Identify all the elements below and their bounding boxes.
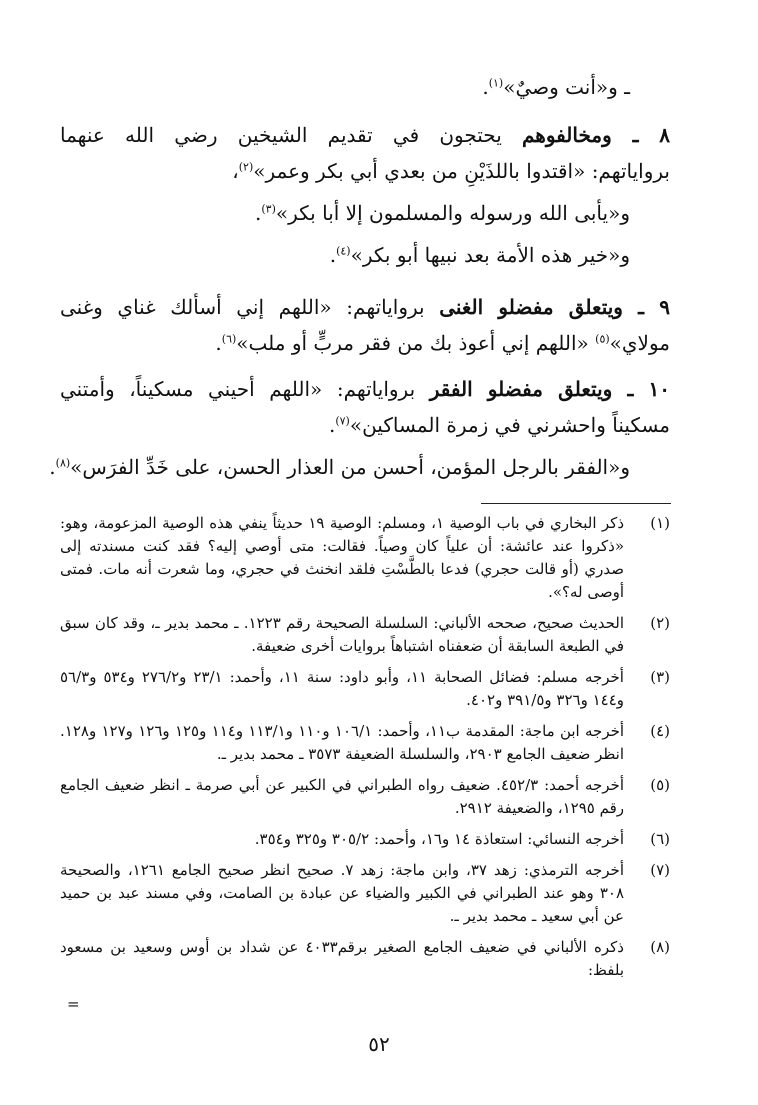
footnote-number: (٧) <box>650 861 670 879</box>
footnote-number: (٦) <box>650 830 670 848</box>
text-line: مسكيناً واحشرني في زمرة المساكين»$^{(٧)}$. <box>328 413 670 437</box>
footnote <box>60 828 670 851</box>
footnote <box>60 774 670 820</box>
footnote <box>60 512 670 604</box>
text-line: ١٠ ـ ويتعلق مفضلو الفقر برواياتهم: «اللهم أحيني مسكيناً، وأمتني <box>60 377 670 401</box>
footnote-text: الحديث صحيح، صححه الألباني: السلسلة الصحيحة رقم ١٢٢٣. ـ محمد بدير ـ، وقد كان سبق في الطبعة السابقة أن ضعفناه اشتباهاً بروايات أخرى ضعيفة. <box>60 614 625 655</box>
footnote-number: (٢) <box>650 614 670 632</box>
footnote-text: أخرجه مسلم: فضائل الصحابة ١١، وأبو داود: سنة ١١، وأحمد: ٢٣/١ و٢٧٦/٢ و٥٣٤ و٥٦/٣ و١٤٤ و٣٢٦ و٣٩١/٥ و٤٠٢. <box>60 668 624 709</box>
text-line: برواياتهم: «اقتدوا باللذَيْنِ من بعدي أبي بكر وعمر»$^{(٢)}$، <box>232 159 670 183</box>
footnote-number: (٨) <box>650 938 670 956</box>
text-line: مولاي»$^{(٥)}$ «اللهم إني أعوذ بك من فقر مربٍّ أو ملب»$^{(٦)}$. <box>215 331 670 355</box>
footnote-text: ذكره الألباني في ضعيف الجامع الصغير برقم٤٠٣٣ عن شداد بن أوس وسعيد بن مسعود بلفظ: <box>60 938 624 979</box>
page-number: ٥٢ <box>368 1032 390 1056</box>
footnote-separator <box>481 503 671 504</box>
footnote-number: (٥) <box>650 776 670 794</box>
footnote-text: ذكر البخاري في باب الوصية ١، ومسلم: الوصية ١٩ حديثاً ينفي هذه الوصية المزعومة، وهو: «ذكروا عند عائشة: أن علياً كان وصياً. فقالت: متى أوصي إليه؟ فقد كنت مسندته إلى صدري (أو قالت حجري) فدعا بالطَّسْتِ فلقد انخنث في حجري، وما شعرت أنه مات. فمتى أوصى له؟». <box>60 514 624 601</box>
footnote-text: أخرجه الترمذي: زهد ٣٧، وابن ماجة: زهد ٧. صحيح انظر صحيح الجامع ١٢٦١، والصحيحة ٣٠٨ وهو عند الطبراني في الكبير والضياء عن عبادة بن الصامت، وفي مسند عبد بن حميد عن أبي سعيد ـ محمد بدير ـ. <box>60 861 624 925</box>
text-line: و«الفقر بالرجل المؤمن، أحسن من العذار الحسن، على خَدِّ الفرَس»$^{(٨)}$. <box>49 455 630 479</box>
footnote-number: (٤) <box>650 722 670 740</box>
footnote <box>60 720 670 766</box>
footnotes <box>60 512 670 990</box>
text-line: ـ و«أنت وصيٌ»$^{(١)}$. <box>482 75 630 99</box>
footnote-number: (٣) <box>650 668 670 686</box>
text-line: و«خير هذه الأمة بعد نبيها أبو بكر»$^{(٤)}$. <box>329 243 630 267</box>
footnote-text: أخرجه ابن ماجة: المقدمة ب١١، وأحمد: ١٠٦/١ و١١٠ و١١٣/١ و١١٤ و١٢٥ و١٢٦ و١٢٧ و١٢٨. انظر ضعيف الجامع ٢٩٠٣، والسلسلة الضعيفة ٣٥٧٣ ـ محمد بدير ـ. <box>60 722 625 763</box>
text-line: ٨ ـ ومخالفوهم يحتجون في تقديم الشيخين رضي الله عنهما <box>60 123 670 147</box>
footnote <box>60 859 670 928</box>
text-line: و«يأبى الله ورسوله والمسلمون إلا أبا بكر»$^{(٣)}$. <box>254 201 630 225</box>
footnote <box>60 666 670 712</box>
footnote <box>60 612 670 658</box>
footnote-text: أخرجه أحمد: ٤٥٢/٣. ضعيف رواه الطبراني في الكبير عن أبي صرمة ـ انظر ضعيف الجامع رقم ١٢٩٥، والضعيفة ٢٩١٢. <box>60 776 624 817</box>
footnote-text: أخرجه النسائي: استعاذة ١٤ و١٦، وأحمد: ٣٠٥/٢ و٣٢٥ و٣٥٤. <box>254 830 624 848</box>
text-line: ٩ ـ ويتعلق مفضلو الغنى برواياتهم: «اللهم إني أسألك غناي وغنى <box>60 295 670 319</box>
footnote-number: (١) <box>650 514 670 532</box>
continuation-mark: = <box>67 995 80 1013</box>
footnote <box>60 936 670 982</box>
